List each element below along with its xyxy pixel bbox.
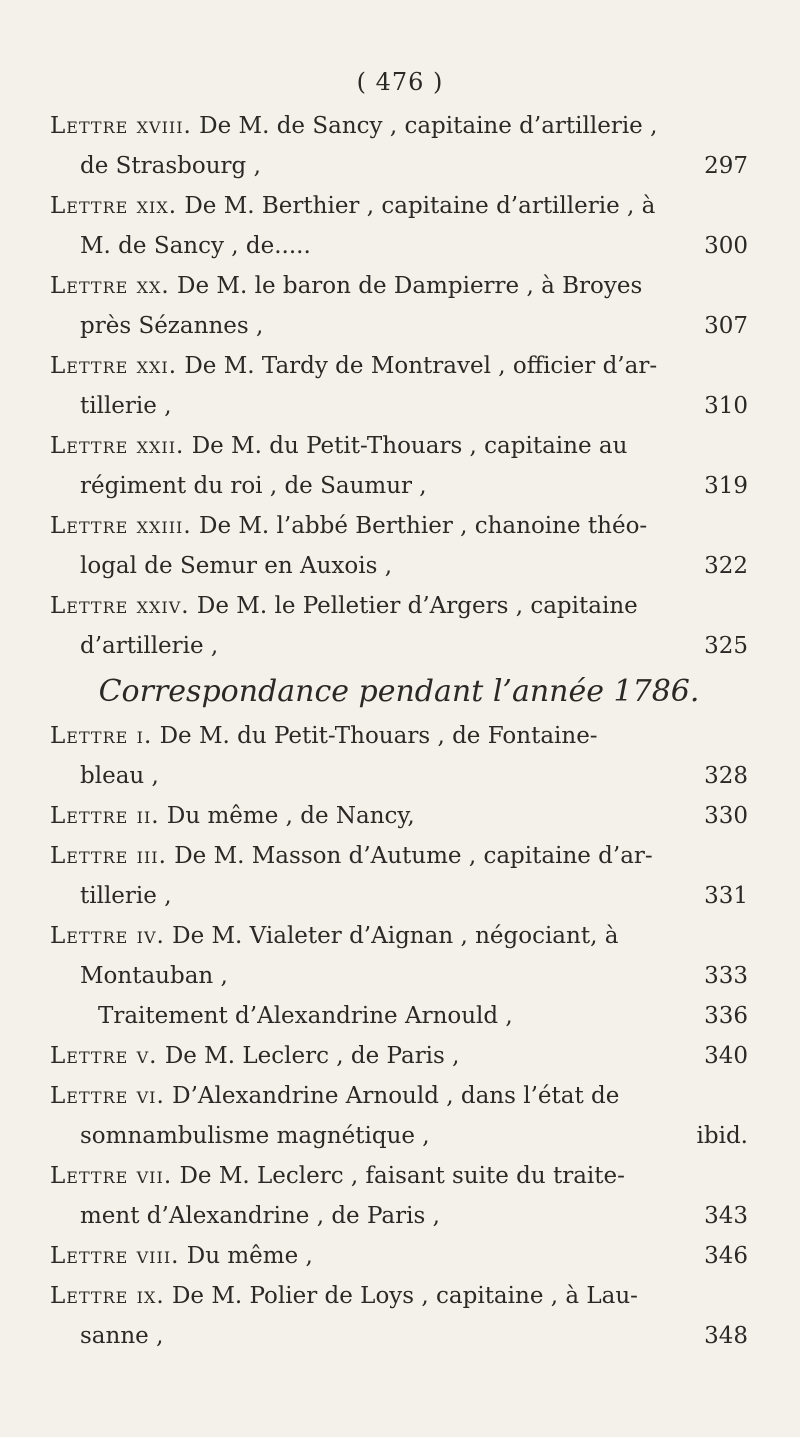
entry-line — [50, 506, 748, 546]
toc-entry — [50, 1236, 748, 1276]
entry-page: 300 — [704, 233, 748, 259]
entry-text: De M. Berthier , capitaine d’artillerie , à — [184, 193, 656, 219]
entry-text: régiment du roi , de Saumur , — [80, 473, 427, 499]
entry-label: Lettre xviii. — [50, 113, 192, 139]
entry-page: 348 — [704, 1323, 748, 1349]
entry-page: 325 — [704, 633, 748, 659]
entry-text-wrap — [50, 796, 415, 836]
toc-entry — [50, 266, 748, 346]
entry-line — [50, 756, 748, 796]
toc-entry — [50, 1036, 748, 1076]
entry-page: 340 — [704, 1043, 748, 1069]
toc-entry — [50, 916, 748, 996]
entry-text: De M. du Petit-Thouars , de Fontaine- — [159, 723, 598, 749]
entry-page: 310 — [704, 393, 748, 419]
entry-text-wrap — [50, 1236, 313, 1276]
toc-entry — [50, 996, 748, 1036]
entry-line — [50, 226, 748, 266]
entry-text: De M. l’abbé Berthier , chanoine théo- — [199, 513, 648, 539]
entry-text: De M. Leclerc , faisant suite du traite- — [179, 1163, 625, 1189]
entry-line — [50, 996, 748, 1036]
entry-page: 322 — [704, 553, 748, 579]
entry-label: Lettre xxii. — [50, 433, 185, 459]
entry-text: bleau , — [80, 763, 159, 789]
entry-text: ment d’Alexandrine , de Paris , — [80, 1203, 440, 1229]
entry-line — [50, 146, 748, 186]
entry-line — [50, 1196, 748, 1236]
entry-label: Lettre iv. — [50, 923, 165, 949]
entry-page: 333 — [704, 963, 748, 989]
entry-text: près Sézannes , — [80, 313, 264, 339]
entry-line — [50, 1036, 748, 1076]
entry-line — [50, 796, 748, 836]
entry-line — [50, 1276, 748, 1316]
entry-line — [50, 626, 748, 666]
entry-text: Du même , de Nancy, — [166, 803, 415, 829]
entry-page: 336 — [704, 1003, 748, 1029]
entry-text: M. de Sancy , de..... — [80, 233, 311, 259]
entry-line — [50, 586, 748, 626]
entry-text: somnambulisme magnétique , — [80, 1123, 430, 1149]
entry-line — [50, 1116, 748, 1156]
entry-text: De M. le Pelletier d’Argers , capitaine — [196, 593, 638, 619]
entry-text: De M. de Sancy , capitaine d’artillerie , — [199, 113, 658, 139]
entry-label: Lettre xxiv. — [50, 593, 190, 619]
entry-page: 331 — [704, 883, 748, 909]
entry-text: tillerie , — [80, 883, 172, 909]
entry-line — [50, 306, 748, 346]
entry-label: Lettre iii. — [50, 843, 167, 869]
entry-line — [50, 426, 748, 466]
section-heading: Correspondance pendant l’année 1786. — [98, 674, 700, 709]
entry-text: tillerie , — [80, 393, 172, 419]
entry-page: 297 — [704, 153, 748, 179]
entry-line — [50, 876, 748, 916]
entry-line — [50, 346, 748, 386]
entry-label: Lettre ii. — [50, 803, 160, 829]
entry-line — [50, 1236, 748, 1276]
entry-line — [50, 466, 748, 506]
toc-entry — [50, 426, 748, 506]
entry-text: Traitement d’Alexandrine Arnould , — [98, 1003, 513, 1029]
entry-page: 343 — [704, 1203, 748, 1229]
entry-line — [50, 546, 748, 586]
entry-label: Lettre xix. — [50, 193, 178, 219]
toc-entry — [50, 106, 748, 186]
entry-page: 319 — [704, 473, 748, 499]
entry-page: 328 — [704, 763, 748, 789]
entry-line — [50, 1076, 748, 1116]
entry-label: Lettre xxi. — [50, 353, 178, 379]
entry-text: D’Alexandrine Arnould , dans l’état de — [172, 1083, 620, 1109]
entry-text: De M. Vialeter d’Aignan , négociant, à — [172, 923, 619, 949]
entry-label: Lettre ix. — [50, 1283, 165, 1309]
entry-label: Lettre xxiii. — [50, 513, 192, 539]
entry-line — [50, 956, 748, 996]
toc-entry — [50, 346, 748, 426]
entry-label: Lettre viii. — [50, 1243, 180, 1269]
entry-line — [50, 836, 748, 876]
entry-line — [50, 1156, 748, 1196]
toc-entry — [50, 1076, 748, 1156]
entry-line — [50, 716, 748, 756]
entry-label: Lettre v. — [50, 1043, 158, 1069]
toc-entry — [50, 506, 748, 586]
entry-label: Lettre vi. — [50, 1083, 165, 1109]
toc-entry — [50, 186, 748, 266]
entry-text: Montauban , — [80, 963, 228, 989]
entry-text: logal de Semur en Auxois , — [80, 553, 393, 579]
entry-line — [50, 266, 748, 306]
entry-text: De M. Polier de Loys , capitaine , à Lau- — [171, 1283, 638, 1309]
entry-page: 330 — [704, 803, 748, 829]
toc-entry — [50, 796, 748, 836]
entry-label: Lettre vii. — [50, 1163, 173, 1189]
entry-text-wrap — [50, 1036, 459, 1076]
toc-entry — [50, 586, 748, 666]
toc-entry — [50, 1276, 748, 1356]
entry-text: d’artillerie , — [80, 633, 219, 659]
entry-text: de Strasbourg , — [80, 153, 261, 179]
entry-label: Lettre i. — [50, 723, 153, 749]
entry-label: Lettre xx. — [50, 273, 170, 299]
entries-list-before — [50, 106, 748, 666]
entry-text: De M. Masson d’Autume , capitaine d’ar- — [174, 843, 653, 869]
entry-line — [50, 186, 748, 226]
entry-page: 346 — [704, 1243, 748, 1269]
entry-text: Du même , — [186, 1243, 313, 1269]
toc-entry — [50, 836, 748, 916]
toc-entry — [50, 716, 748, 796]
entry-text: De M. du Petit-Thouars , capitaine au — [191, 433, 628, 459]
entries-list-after — [50, 716, 748, 1356]
page-number: ( 476 ) — [356, 68, 444, 96]
toc-entry — [50, 1156, 748, 1236]
entry-line — [50, 916, 748, 956]
entry-line — [50, 386, 748, 426]
entry-page: ibid. — [696, 1123, 748, 1149]
entry-line — [50, 1316, 748, 1356]
entry-text: De M. le baron de Dampierre , à Broyes — [177, 273, 643, 299]
entry-text: De M. Tardy de Montravel , officier d’ar- — [184, 353, 658, 379]
table-of-contents — [50, 106, 748, 1356]
entry-page: 307 — [704, 313, 748, 339]
entry-text: sanne , — [80, 1323, 164, 1349]
entry-text: De M. Leclerc , de Paris , — [164, 1043, 460, 1069]
entry-line — [50, 106, 748, 146]
